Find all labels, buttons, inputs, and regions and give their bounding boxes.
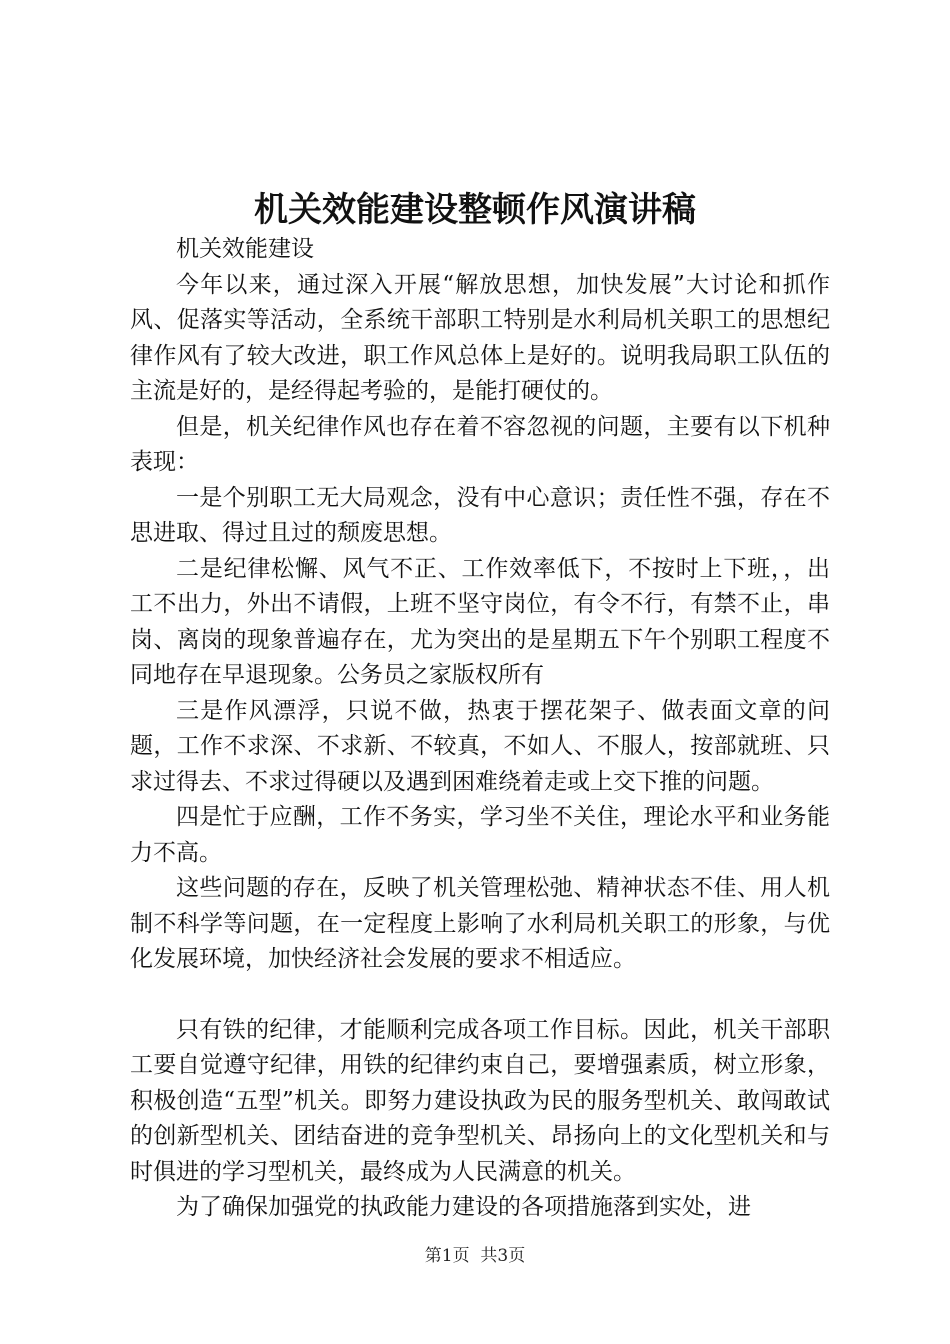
paragraph-impact: 这些问题的存在，反映了机关管理松弛、精神状态不佳、用人机制不科学等问题，在一定程度上影响了水利局机关职工的形象，与优化发展环境，加快经济社会发展的要求不相适应。	[130, 875, 830, 972]
paragraph-point-one: 一是个别职工无大局观念，没有中心意识；责任性不强，存在不思进取、得过且过的颓废思想。	[130, 484, 830, 546]
paragraph-intro: 今年以来，通过深入开展“解放思想，加快发展”大讨论和抓作风、促落实等活动，全系统干部职工特别是水利局机关职工的思想纪律作风有了较大改进，职工作风总体上是好的。说明我局职工队伍的主流是好的，是经得起考验的，是能打硬仗的。	[130, 271, 830, 404]
document-title: 机关效能建设整顿作风演讲稿	[254, 190, 696, 230]
paragraph-discipline: 只有铁的纪律，才能顺利完成各项工作目标。因此，机关干部职工要自觉遵守纪律，用铁的纪律约束自己，要增强素质，树立形象，积极创造“五型”机关。即努力建设执政为民的服务型机关、敢闯敢试的创新型机关、团结奋进的竞争型机关、昂扬向上的文化型机关和与时俱进的学习型机关，最终成为人民满意的机关。	[130, 1016, 830, 1185]
paragraph-measures: 为了确保加强党的执政能力建设的各项措施落到实处，进	[176, 1194, 751, 1220]
page-footer	[0, 1245, 950, 1267]
paragraph-point-three: 三是作风漂浮，只说不做，热衷于摆花架子、做表面文章的问题，工作不求深、不求新、不较真，不如人、不服人，按部就班、只求过得去、不求过得硬以及遇到困难绕着走或上交下推的问题。	[130, 697, 830, 795]
paragraph-subtitle: 机关效能建设	[176, 236, 314, 262]
document-body	[130, 232, 830, 1226]
paragraph-point-two: 二是纪律松懈、风气不正、工作效率低下，不按时上下班，，出工不出力，外出不请假，上班不坚守岗位，有令不行，有禁不止，串岗、离岗的现象普遍存在，尤为突出的是星期五下午个别职工程度不同地存在早退现象。公务员之家版权所有	[130, 555, 830, 688]
paragraph-problems: 但是，机关纪律作风也存在着不容忽视的问题，主要有以下机种表现：	[130, 413, 830, 475]
page-number: 第1页 共3页	[424, 1246, 526, 1266]
paragraph-point-four: 四是忙于应酬，工作不务实，学习坐不关住，理论水平和业务能力不高。	[130, 804, 830, 866]
blank-line	[130, 978, 830, 1013]
